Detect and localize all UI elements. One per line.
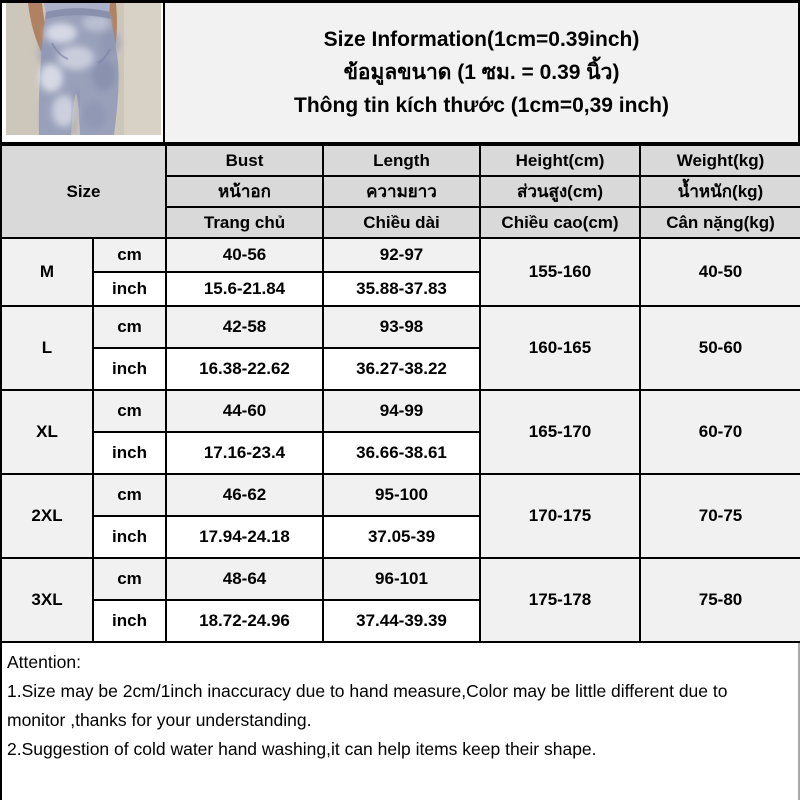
unit-label-cm: cm bbox=[93, 306, 166, 348]
value-2xl-weight: 70-75 bbox=[640, 474, 800, 558]
value-xl-cm-length: 94-99 bbox=[323, 390, 480, 432]
size-label-3xl: 3XL bbox=[1, 558, 93, 642]
value-xl-cm-bust: 44-60 bbox=[166, 390, 323, 432]
value-xl-inch-bust: 17.16-23.4 bbox=[166, 432, 323, 474]
value-3xl-inch-length: 37.44-39.39 bbox=[323, 600, 480, 642]
unit-label-inch: inch bbox=[93, 432, 166, 474]
col-header-length-en: Length bbox=[323, 145, 480, 176]
attention-heading: Attention: bbox=[7, 652, 81, 672]
value-2xl-inch-length: 37.05-39 bbox=[323, 516, 480, 558]
size-row-xl-cm bbox=[1, 390, 800, 432]
value-2xl-cm-length: 95-100 bbox=[323, 474, 480, 516]
attention-note-2: 2.Suggestion of cold water hand washing,it can help items keep their shape. bbox=[7, 739, 597, 759]
value-m-weight: 40-50 bbox=[640, 238, 800, 306]
attention-note-1: 1.Size may be 2cm/1inch inaccuracy due to hand measure,Color may be little different due to monitor ,thanks for your understanding. bbox=[7, 681, 728, 730]
size-table bbox=[0, 144, 800, 643]
unit-label-inch: inch bbox=[93, 272, 166, 306]
value-3xl-weight: 75-80 bbox=[640, 558, 800, 642]
size-row-2xl-cm bbox=[1, 474, 800, 516]
value-xl-weight: 60-70 bbox=[640, 390, 800, 474]
unit-label-inch: inch bbox=[93, 516, 166, 558]
value-3xl-height: 175-178 bbox=[480, 558, 640, 642]
size-label-l: L bbox=[1, 306, 93, 390]
col-header-weight-en: Weight(kg) bbox=[640, 145, 800, 176]
value-l-cm-bust: 42-58 bbox=[166, 306, 323, 348]
product-photo-image bbox=[6, 3, 161, 135]
col-header-length-th: ความยาว bbox=[323, 176, 480, 207]
value-l-inch-length: 36.27-38.22 bbox=[323, 348, 480, 390]
value-2xl-cm-bust: 46-62 bbox=[166, 474, 323, 516]
value-2xl-height: 170-175 bbox=[480, 474, 640, 558]
size-label-xl: XL bbox=[1, 390, 93, 474]
col-header-bust-th: หน้าอก bbox=[166, 176, 323, 207]
unit-label-cm: cm bbox=[93, 474, 166, 516]
col-header-height-vi: Chiều cao(cm) bbox=[480, 207, 640, 238]
unit-label-cm: cm bbox=[93, 558, 166, 600]
size-label-2xl: 2XL bbox=[1, 474, 93, 558]
value-m-inch-length: 35.88-37.83 bbox=[323, 272, 480, 306]
value-l-cm-length: 93-98 bbox=[323, 306, 480, 348]
unit-label-cm: cm bbox=[93, 238, 166, 272]
value-l-height: 160-165 bbox=[480, 306, 640, 390]
value-xl-inch-length: 36.66-38.61 bbox=[323, 432, 480, 474]
unit-label-inch: inch bbox=[93, 348, 166, 390]
col-header-bust-vi: Trang chủ bbox=[166, 207, 323, 238]
title-english: Size Information(1cm=0.39inch) bbox=[323, 28, 640, 51]
value-l-inch-bust: 16.38-22.62 bbox=[166, 348, 323, 390]
col-header-weight-th: น้ำหนัก(kg) bbox=[640, 176, 800, 207]
size-label-m: M bbox=[1, 238, 93, 306]
title-vietnamese: Thông tin kích thước (1cm=0,39 inch) bbox=[294, 94, 669, 117]
value-2xl-inch-bust: 17.94-24.18 bbox=[166, 516, 323, 558]
value-m-height: 155-160 bbox=[480, 238, 640, 306]
size-row-m-cm bbox=[1, 238, 800, 272]
size-info-title bbox=[165, 3, 798, 142]
value-3xl-cm-bust: 48-64 bbox=[166, 558, 323, 600]
value-m-cm-length: 92-97 bbox=[323, 238, 480, 272]
header-row-english bbox=[1, 145, 800, 176]
col-header-weight-vi: Cân nặng(kg) bbox=[640, 207, 800, 238]
size-row-3xl-cm bbox=[1, 558, 800, 600]
product-photo bbox=[2, 3, 165, 142]
value-m-cm-bust: 40-56 bbox=[166, 238, 323, 272]
attention-section bbox=[0, 643, 800, 800]
col-header-bust-en: Bust bbox=[166, 145, 323, 176]
col-header-height-th: ส่วนสูง(cm) bbox=[480, 176, 640, 207]
size-row-l-cm bbox=[1, 306, 800, 348]
title-thai: ข้อมูลขนาด (1 ซม. = 0.39 นิ้ว) bbox=[343, 61, 620, 84]
unit-label-cm: cm bbox=[93, 390, 166, 432]
value-3xl-cm-length: 96-101 bbox=[323, 558, 480, 600]
value-m-inch-bust: 15.6-21.84 bbox=[166, 272, 323, 306]
size-column-header: Size bbox=[1, 145, 166, 238]
unit-label-inch: inch bbox=[93, 600, 166, 642]
value-xl-height: 165-170 bbox=[480, 390, 640, 474]
value-3xl-inch-bust: 18.72-24.96 bbox=[166, 600, 323, 642]
col-header-length-vi: Chiều dài bbox=[323, 207, 480, 238]
col-header-height-en: Height(cm) bbox=[480, 145, 640, 176]
value-l-weight: 50-60 bbox=[640, 306, 800, 390]
top-banner bbox=[0, 3, 800, 144]
